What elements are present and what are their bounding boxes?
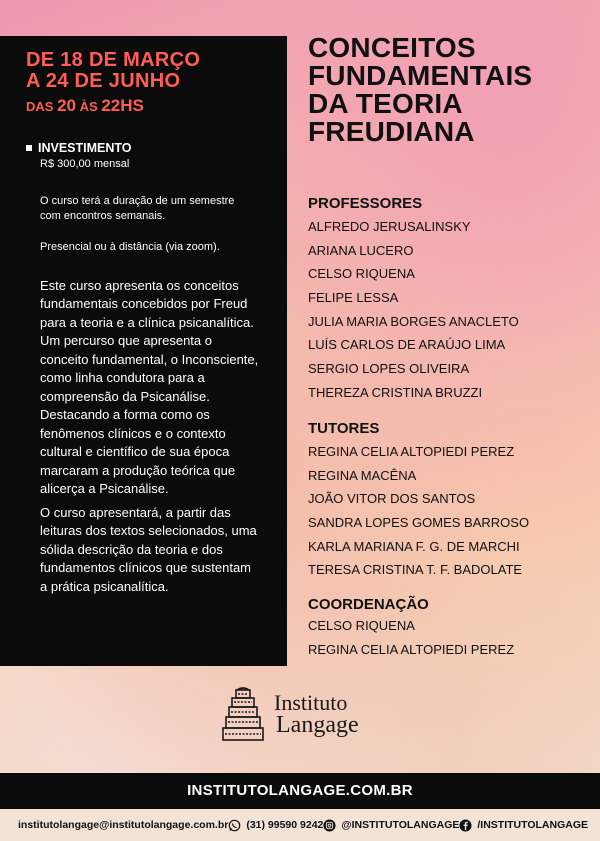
coordinator-name: REGINA CELIA ALTOPIEDI PEREZ [308,641,515,657]
instagram-text: @INSTITUTOLANGAGE [341,819,460,831]
instagram-icon [323,819,336,832]
coordination-list [308,614,514,661]
description-paragraph-1: Este curso apresenta os conceitos fundamentais concebidos por Freud para a teoria e a clínica psicanalítica. Um percurso que apresenta o conceito fundamental, o Inconsciente, como linha condutora para a compreensão da Psicanálise. Destacando a forma como os fenômenos clínicos e o contexto cultural e científico de sua época marcaram a produção teórica que alicerça a Psicanálise. [40,277,259,497]
facebook-link[interactable] [459,819,588,832]
tutor-name: KARLA MARIANA F. G. DE MARCHI [308,538,520,554]
phone-text: (31) 99590 9242 [246,819,324,831]
course-title [308,34,588,146]
phone-link[interactable] [228,819,323,832]
hours-mid: ÀS [79,99,98,114]
tutor-name: TERESA CRISTINA T. F. BADOLATE [308,562,523,578]
hours-to: 22HS [101,96,144,115]
bullet-icon [26,145,32,151]
date-start: DE 18 DE MARÇO [26,49,201,71]
professor-name: CELSO RIQUENA [308,266,415,282]
course-hours [26,97,261,115]
title-line-3: DA TEORIA [308,88,463,119]
hours-prefix: DAS [26,99,54,114]
title-line-4: FREUDIANA [308,116,475,147]
title-line-1: CONCEITOS [308,32,476,63]
date-end: A 24 DE JUNHO [26,70,181,92]
investment-heading [26,141,261,155]
coordination-heading: COORDENAÇÃO [308,596,429,613]
professor-name: JULIA MARIA BORGES ANACLETO [308,313,519,329]
investment-title: INVESTIMENTO [38,140,132,155]
investment-section [26,141,261,255]
email-link[interactable] [18,819,228,831]
course-dates [26,50,261,115]
tutor-name: JOÃO VITOR DOS SANTOS [308,491,476,507]
info-panel [0,36,287,666]
logo-wordmark [274,692,359,736]
title-line-2: FUNDAMENTAIS [308,60,533,91]
hours-from: 20 [57,96,76,115]
description-paragraph-2: O curso apresentará, a partir das leituras dos textos selecionados, uma sólida descrição da teoria e dos fundamentos clínicos que sustentam a prática psicanalítica. [40,504,257,594]
contact-bar [0,809,600,841]
tutor-name: SANDRA LOPES GOMES BARROSO [308,515,530,531]
professor-name: LUÍS CARLOS DE ARAÚJO LIMA [308,337,506,353]
tower-of-babel-icon [220,684,266,744]
professor-name: ALFREDO JERUSALINSKY [308,219,471,234]
tutors-list [308,440,529,582]
logo-line-1: Instituto [274,690,348,715]
course-mode: Presencial ou à distância (via zoom). [40,240,220,253]
tutors-heading: TUTORES [308,420,380,437]
whatsapp-icon [228,819,241,832]
coordinator-name: CELSO RIQUENA [308,618,415,633]
course-duration [40,194,261,224]
professor-name: THEREZA CRISTINA BRUZZI [308,384,483,400]
facebook-text: /INSTITUTOLANGAGE [477,819,589,831]
facebook-icon [459,819,472,832]
instagram-link[interactable] [323,819,459,832]
institute-logo [220,684,359,744]
duration-line-1: O curso terá a duração de um semestre [40,194,235,207]
professor-name: ARIANA LUCERO [308,242,414,258]
email-text: institutolangage@institutolangage.com.br [18,819,229,831]
course-description [40,277,261,597]
tutor-name: REGINA MACÊNA [308,467,417,483]
professor-name: SERGIO LOPES OLIVEIRA [308,361,470,377]
website-link[interactable]: INSTITUTOLANGAGE.COM.BR [0,773,600,809]
professors-list [308,215,519,405]
tutor-name: REGINA CELIA ALTOPIEDI PEREZ [308,444,515,459]
logo-line-2: Langage [276,712,359,738]
professor-name: FELIPE LESSA [308,290,399,306]
professors-heading: PROFESSORES [308,195,423,212]
investment-price: R$ 300,00 mensal [40,157,130,170]
duration-line-2: com encontros semanais. [40,209,166,222]
